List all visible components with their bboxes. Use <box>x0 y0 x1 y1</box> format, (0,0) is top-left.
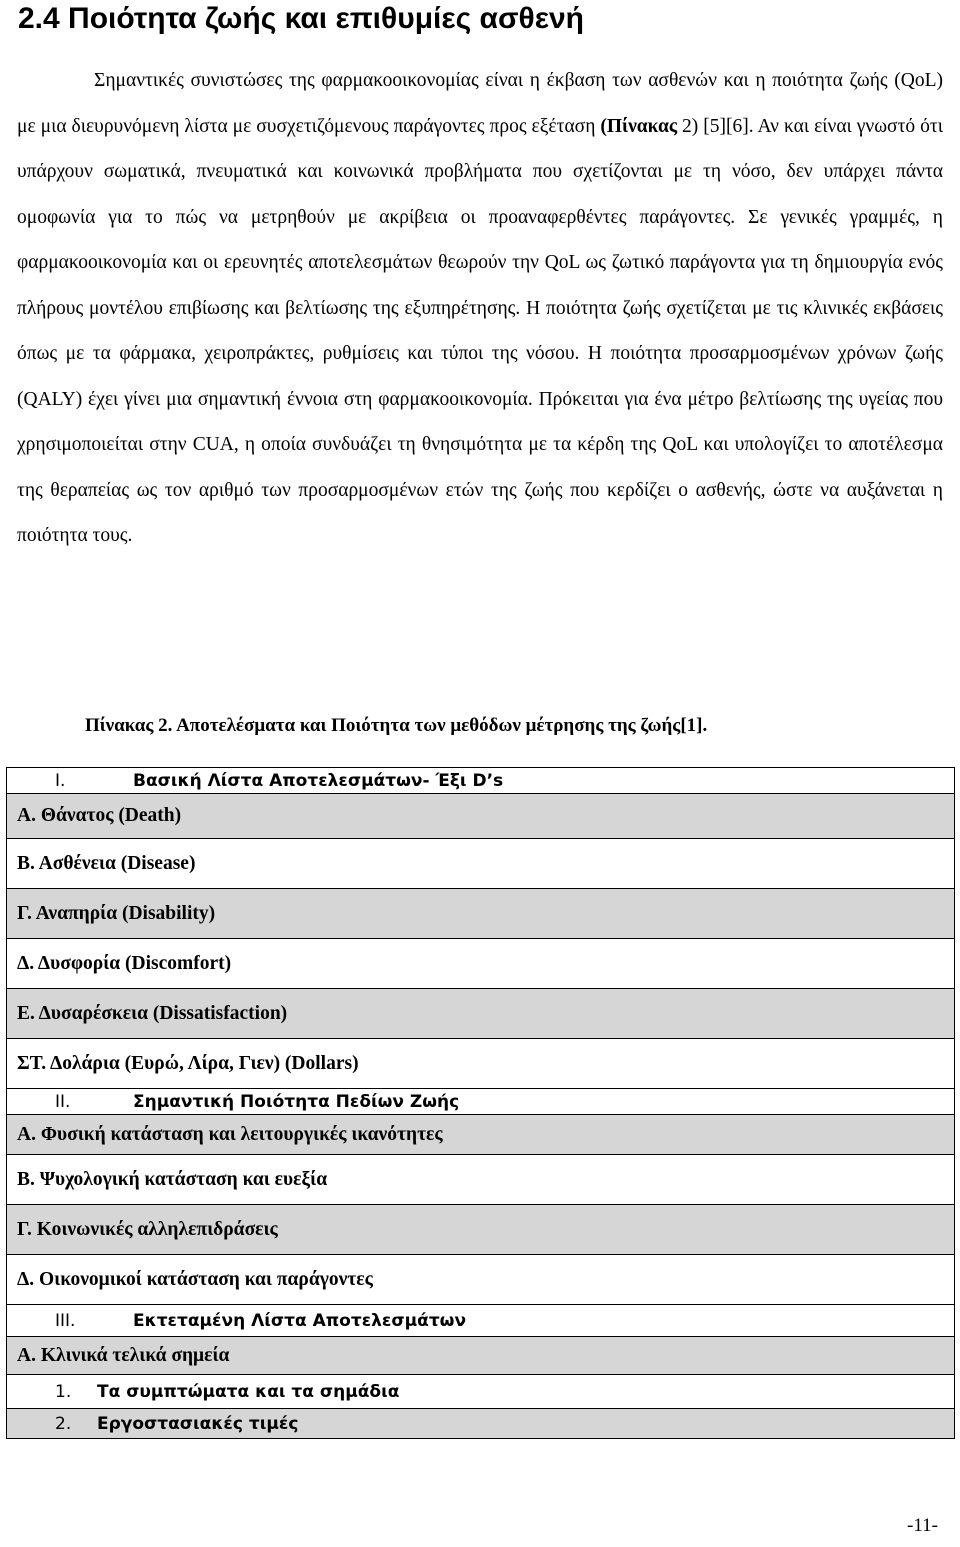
paragraph-text-part-2: 2) [5][6]. Αν και είναι γνωστό ότι υπάρχουν σωματικά, πνευματικά και κοινωνικά προβλήματα που σχετίζονται με τη νόσο, δεν υπάρχει πάντα ομοφωνία για το πώς να μετρηθούν με ακρίβεια οι προαναφερθέντες παράγοντες. Σε γενικές γραμμές, η φαρμακοοικονομία και οι ερευνητές αποτελεσμάτων θεωρούν την QoL ως ζωτικό παράγοντα για τη δημιουργία ενός πλήρους μοντέλου επιβίωσης και βελτίωσης της εξυπηρέτησης. Η ποιότητα ζωής σχετίζεται με τις κλινικές εκβάσεις όπως με τα φάρμακα, χειροπράκτες, ρυθμίσεις και τύποι της νόσου. Η ποιότητα προσαρμοσμένων χρόνων ζωής (QALY) έχει γίνει μια σημαντική έννοια στη φαρμακοοικονομία. Πρόκειται για ένα μέτρο βελτίωσης της υγείας που χρησιμοποιείται στην CUA, η οποία συνδυάζει τη θνησιμότητα με τα κέρδη της QoL και υπολογίζει το αποτέλεσμα της θεραπείας ως τον αριθμό των προσαρμοσμένων ετών της ζωής που κερδίζει ο ασθενής, ώστε να αυξάνεται η ποιότητα τους. <box>17 115 943 546</box>
table-row <box>7 939 955 989</box>
section-title: Βασική Λίστα Αποτελεσμάτων- Έξι D’s <box>133 770 504 791</box>
table-row <box>7 1205 955 1255</box>
table-caption: Πίνακας 2. Αποτελέσματα και Ποιότητα των μεθόδων μέτρησης της ζωής[1]. <box>85 715 708 736</box>
table-cell: Γ. Κοινωνικές αλληλεπιδράσεις <box>7 1205 955 1255</box>
paragraph-table-reference: (Πίνακας <box>600 115 678 137</box>
table-row <box>7 794 955 839</box>
table-cell: Δ. Οικονομικοί κατάσταση και παράγοντες <box>7 1255 955 1305</box>
table-row <box>7 839 955 889</box>
section-number: II. <box>55 1091 71 1112</box>
table-subitem-row <box>7 1409 955 1439</box>
subitem-title: Τα συμπτώματα και τα σημάδια <box>97 1381 400 1402</box>
table-section-header <box>7 1089 955 1115</box>
table-cell: Γ. Αναπηρία (Disability) <box>7 889 955 939</box>
subitem-number: 2. <box>55 1413 72 1434</box>
table-cell: Α. Θάνατος (Death) <box>7 794 955 839</box>
table-section-header <box>7 1305 955 1337</box>
table-cell: Β. Ασθένεια (Disease) <box>7 839 955 889</box>
table-cell: Β. Ψυχολογική κατάσταση και ευεξία <box>7 1155 955 1205</box>
section-number: III. <box>55 1310 76 1331</box>
body-paragraph <box>17 58 943 559</box>
table-cell: Ε. Δυσαρέσκεια (Dissatisfaction) <box>7 989 955 1039</box>
section-heading: 2.4 Ποιότητα ζωής και επιθυμίες ασθενή <box>18 2 584 35</box>
table-row <box>7 989 955 1039</box>
subitem-number: 1. <box>55 1381 72 1402</box>
table-section-header <box>7 768 955 794</box>
table-cell: Α. Φυσική κατάσταση και λειτουργικές ικανότητες <box>7 1115 955 1155</box>
table-cell: Δ. Δυσφορία (Discomfort) <box>7 939 955 989</box>
table-row <box>7 1115 955 1155</box>
section-number: I. <box>55 770 66 791</box>
results-table <box>6 767 955 1439</box>
table-row <box>7 1255 955 1305</box>
table-row <box>7 1337 955 1375</box>
table-row <box>7 889 955 939</box>
table-row <box>7 1155 955 1205</box>
paragraph-text-part-1: Σημαντικές συνιστώσες της φαρμακοοικονομίας είναι η έκβαση των ασθενών και η ποιότητα ζωής (QoL) με μια διευρυνόμενη λίστα με συσχετιζόμενους παράγοντες προς εξέταση <box>17 70 943 137</box>
table-cell: ΣΤ. Δολάρια (Ευρώ, Λίρα, Γιεν) (Dollars) <box>7 1039 955 1089</box>
table-cell: Α. Κλινικά τελικά σημεία <box>7 1337 955 1375</box>
section-title: Σημαντική Ποιότητα Πεδίων Ζωής <box>133 1091 460 1112</box>
table-row <box>7 1039 955 1089</box>
page-number: -11- <box>907 1515 938 1536</box>
table-subitem-row <box>7 1375 955 1409</box>
section-title: Εκτεταμένη Λίστα Αποτελεσμάτων <box>133 1310 467 1331</box>
subitem-title: Εργοστασιακές τιμές <box>97 1413 299 1434</box>
